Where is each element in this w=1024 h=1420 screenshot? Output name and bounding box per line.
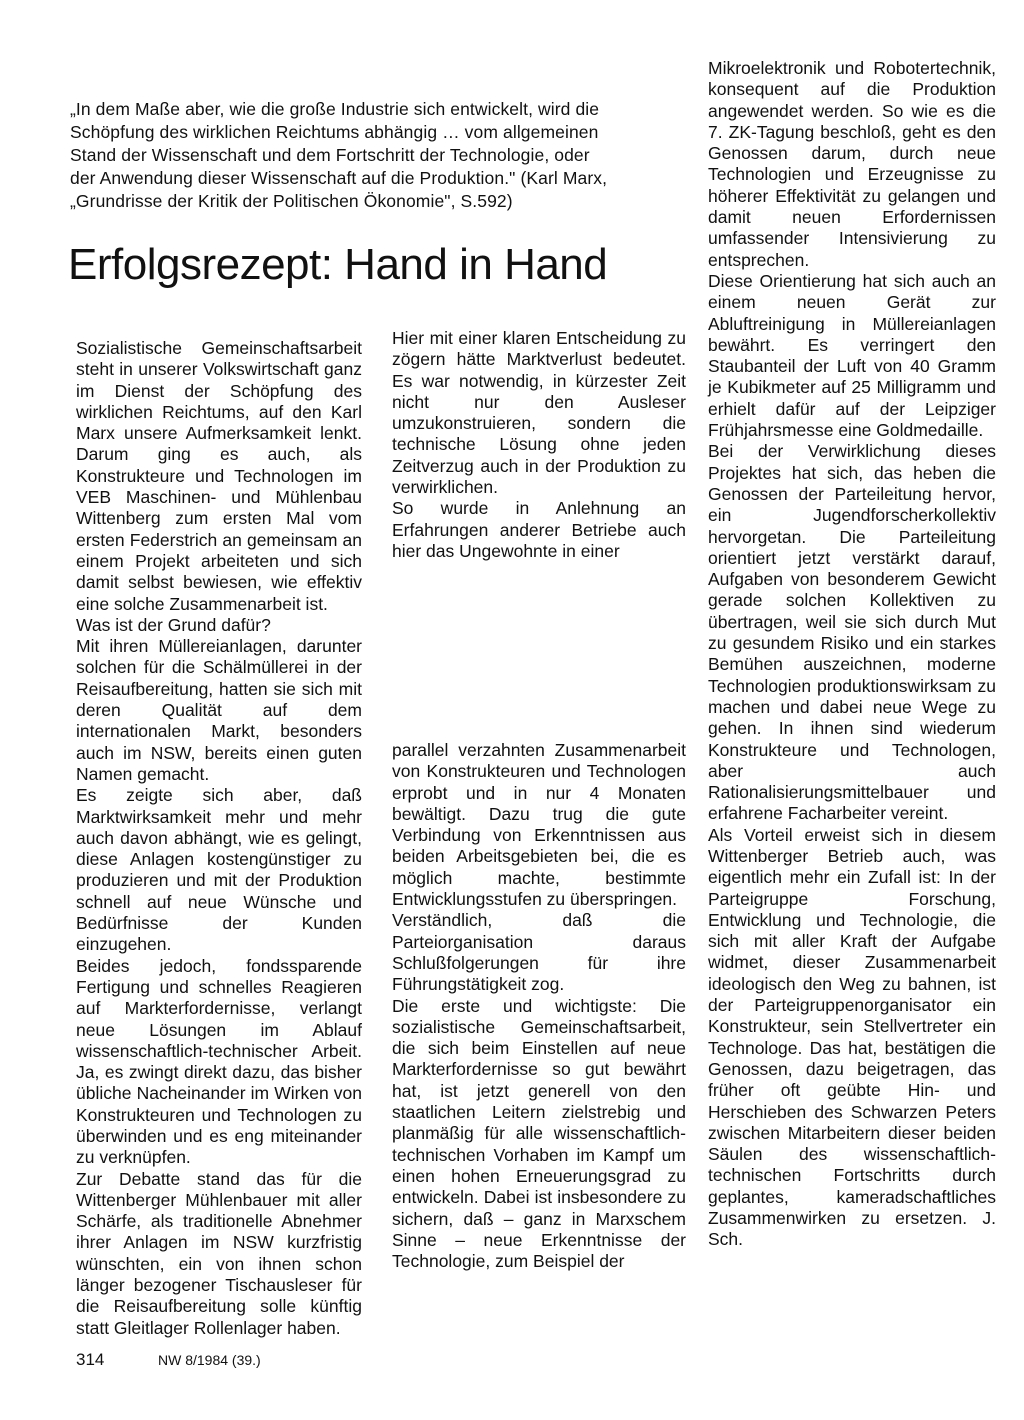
paragraph: Mit ihren Müllereianlagen, darunter solchen für die Schälmüllerei in der Reisaufbereitung, hatten sie sich mit deren Qualität auf dem internationalen Markt, besonders auch im NSW, bereits einen guten Namen gemacht. [76,636,362,784]
article-headline: Erfolgsrezept: Hand in Hand [68,240,608,289]
paragraph: Was ist der Grund dafür? [76,614,271,635]
paragraph: Verständlich, daß die Parteiorganisation daraus Schlußfolgerungen für ihre Führungstätigkeit zog. [392,910,686,995]
paragraph: Die erste und wichtigste: Die sozialistische Gemeinschaftsarbeit, die sich beim Einstellen auf neue Markterfordernisse so gut bewährt hat, ist jetzt generell von den staatlichen Leitern zielstrebig und planmäßig für alle wissenschaftlich-technischen Vorhaben im Kampf um einen hohen Erneuerungsgrad zu entwickeln. Dabei ist insbesondere zu sichern, daß – ganz in Marxschem Sinne – neue Erkenntnisse der Technologie, zum Beispiel der [392,995,686,1272]
quote-line: „In dem Maße aber, wie die große Industrie sich entwickelt, wird die [70,99,600,119]
quote-line: „Grundrisse der Kritik der Politischen Ökonomie", S.592) [70,191,513,211]
quote-line: Schöpfung des wirklichen Reichtums abhängig … vom allgemeinen [70,122,599,142]
paragraph: Sozialistische Gemeinschaftsarbeit steht in unserer Volkswirtschaft ganz im Dienst der Schöpfung des wirklichen Reichtums, auf den Karl Marx unsere Aufmerksamkeit lenkt. Darum ging es auch, als Konstrukteure und Technologen im VEB Maschinen- und Mühlenbau Wittenberg zum ersten Mal vom ersten Federstrich an gemeinsam an einem Projekt arbeiteten und sich damit selbst bewiesen, wie effektiv eine solche Zusammenarbeit ist. [76,338,362,614]
paragraph: Bei der Verwirklichung dieses Projektes hat sich, das heben die Genossen der Parteileitung hervor, ein Jugendforscherkollektiv hervorgetan. Die Parteileitung orientiert jetzt verstärkt darauf, Aufgaben von besonderem Gewicht gerade solchen Kollektiven zu übertragen, weil sie sich durch Mut zu gesundem Risiko und ein starkes Bemühen auszeichnen, moderne Technologien produktionswirksam zu machen und dabei neue Wege zu gehen. In ihnen sind wiederum Konstrukteure und Technologen, aber auch Rationalisierungsmittelbauer und erfahrene Facharbeiter vereint. [708,441,996,824]
paragraph: Mikroelektronik und Robotertechnik, konsequent auf die Produktion angewendet werden. So wie es die 7. ZK-Tagung beschloß, geht es den Genossen darum, durch neue Technologien und Erzeugnisse zu höherer Effektivität zu gelangen und damit neuen Erfordernissen umfassender Intensivierung zu entsprechen. [708,58,996,270]
paragraph: So wurde in Anlehnung an Erfahrungen anderer Betriebe auch hier das Ungewohnte in einer [392,498,686,561]
page-number: 314 [76,1350,105,1369]
paragraph: Zur Debatte stand das für die Wittenberger Mühlenbauer mit aller Schärfe, als traditionelle Abnehmer ihrer Anlagen im NSW kurzfristig wünschten, ein von ihnen schon länger bezogener Tischausleser für die Reisaufbereitung solle künftig statt Gleitlager Rollenlager haben. [76,1168,362,1338]
paragraph: Als Vorteil erweist sich in diesem Wittenberger Betrieb auch, was eigentlich mehr ein Zufall ist: In der Parteigruppe Forschung, Entwicklung und Technologie, die sich mit aller Kraft der Aufgabe widmet, dieser Zusammenarbeit ideologisch den Weg zu bahnen, ist der Parteigruppenorganisator ein Konstrukteur, sein Stellvertreter ein Technologe. Das hat, bestätigen die Genossen, dazu beigetragen, das früher oft geübte Hin- und Herschieben des Schwarzen Peters zwischen Mitarbeitern dieser beiden Säulen des wissenschaftlich-technischen Fortschritts durch geplantes, kameradschaftliches Zusammenwirken zu ersetzen. J. Sch. [708,824,996,1250]
paragraph: Es zeigte sich aber, daß Marktwirksamkeit mehr und mehr auch davon abhängt, wie es gelingt, diese Anlagen kostengünstiger zu produzieren und mit der Produktion schnell auf neue Wünsche und Bedürfnisse der Kunden einzugehen. [76,785,362,955]
paragraph: parallel verzahnten Zusammenarbeit von Konstrukteuren und Technologen erprobt und in nur 4 Monaten bewältigt. Dazu trug die gute Verbindung von Erkenntnissen aus beiden Arbeitsgebieten bei, die es möglich machte, bestimmte Entwicklungsstufen zu überspringen. [392,740,686,910]
paragraph: Hier mit einer klaren Entscheidung zu zögern hätte Marktverlust bedeutet. Es war notwendig, in kürzester Zeit nicht nur den Ausleser umzukonstruieren, sondern die technische Lösung ohne jeden Zeitverzug auch in der Produktion zu verwirklichen. [392,328,686,498]
article-column-2-bottom [392,740,686,1272]
paragraph: Diese Orientierung hat sich auch an einem neuen Gerät zur Abluftreinigung in Müllereianlagen bewährt. Es verringert den Staubanteil der Luft von 40 Gramm je Kubikmeter auf 25 Milligramm und erhielt dafür auf der Leipziger Frühjahrsmesse eine Goldmedaille. [708,270,996,441]
issue-reference: NW 8/1984 (39.) [158,1352,261,1368]
quote-line: der Anwendung dieser Wissenschaft auf die Produktion." (Karl Marx, [70,168,608,188]
article-column-2-top [392,328,686,562]
quote-line: Stand der Wissenschaft und dem Fortschritt der Technologie, oder [70,145,590,165]
marx-quote [70,98,690,213]
paragraph: Beides jedoch, fondssparende Fertigung und schnelles Reagieren auf Markterfordernisse, verlangt neue Lösungen im Ablauf wissenschaftlich-technischer Arbeit. Ja, es zwingt direkt dazu, das bisher übliche Nacheinander im Wirken von Konstrukteuren und Technologen zu überwinden und es eng miteinander zu verknüpfen. [76,955,362,1168]
page-footer [0,1350,1024,1374]
article-column-3 [708,58,996,1251]
article-column-1 [76,338,362,1339]
